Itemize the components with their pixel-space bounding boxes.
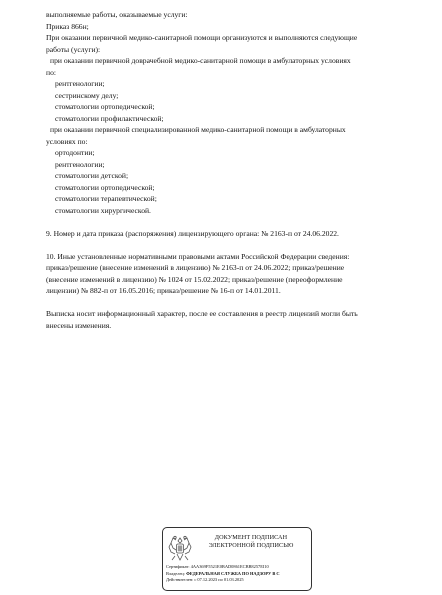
item-10-line: приказ/решение (внесение изменений в лицензию) № 2163-п от 24.06.2022; приказ/решение (46, 263, 345, 272)
stamp-details (166, 564, 312, 584)
validity-row: Действителен: с 07.12.2023 по 01.03.2025 (166, 577, 244, 583)
list-item: стоматологии профилактической; (55, 113, 164, 123)
stamp-title-line: ЭЛЕКТРОННОЙ ПОДПИСЬЮ (208, 542, 294, 549)
text-line: Приказ 866н; (46, 21, 89, 31)
stamp-title-line: ДОКУМЕНТ ПОДПИСАН (214, 534, 288, 541)
list-item: стоматологии хирургической. (55, 205, 151, 215)
list-item: сестринскому делу; (55, 90, 119, 100)
item-10-line: 10. Иные установленные нормативными правовыми актами Российской Федерации сведения: (46, 251, 350, 261)
note-line: Выписка носит информационный характер, после ее составления в реестр лицензий могли быть (46, 309, 358, 318)
list-item: стоматологии детской; (55, 171, 129, 180)
owner-row: Владелец: ФЕДЕРАЛЬНАЯ СЛУЖБА ПО НАДЗОРУ В С (166, 570, 280, 576)
pmsp-header: при оказании первичной доврачебной медико-санитарной помощи в амбулаторных условиях (50, 56, 351, 65)
electronic-signature-stamp (162, 527, 312, 591)
spacer (46, 216, 416, 228)
item-10-line: лицензии) № 882-п от 16.05.2016; приказ/решение № 16-п от 14.01.2011. (46, 286, 281, 295)
stamp-title (193, 534, 309, 550)
item-9: 9. Номер и дата приказа (распоряжения) лицензирующего органа: № 2163-п от 24.06.2022. (46, 228, 339, 238)
list-item: стоматологии ортопедической; (55, 102, 155, 111)
text-line: При оказании первичной медико-санитарной помощи организуются и выполняются следующие (46, 33, 358, 42)
owner-value: ФЕДЕРАЛЬНАЯ СЛУЖБА ПО НАДЗОРУ В С (186, 570, 280, 576)
note-line: внесены изменения. (46, 320, 112, 330)
spacer (46, 297, 416, 309)
pmsp-header-cont: по: (46, 67, 56, 77)
russian-coat-of-arms-icon (167, 534, 193, 564)
spacer (46, 239, 416, 251)
certificate-value: 4AA369F5521E0BAD0861ECBB8257EI10 (190, 564, 269, 569)
list-item: ортодонтии; (55, 148, 95, 157)
document-body (46, 9, 416, 331)
special-header-cont: условиях по: (46, 136, 88, 146)
special-header: при оказании первичной специализированной медико-санитарной помощи в амбулаторных (50, 125, 346, 134)
list-item: стоматологии терапевтической; (55, 194, 157, 203)
text-line: работы (услуги): (46, 44, 101, 54)
list-item: рентгенологии; (55, 79, 105, 88)
certificate-row: Сертификат: 4AA369F5521E0BAD0861ECBB8257EI10 (166, 564, 269, 569)
validity-value: с 07.12.2023 по 01.03.2025 (194, 577, 244, 583)
text-line: выполняемые работы, оказываемые услуги: (46, 10, 188, 19)
item-10-line: (внесение изменений в лицензию) № 1024 от 15.02.2022; приказ/решение (переоформление (46, 274, 343, 284)
list-item: рентгенологии; (55, 159, 105, 169)
list-item: стоматологии ортопедической; (55, 182, 155, 192)
